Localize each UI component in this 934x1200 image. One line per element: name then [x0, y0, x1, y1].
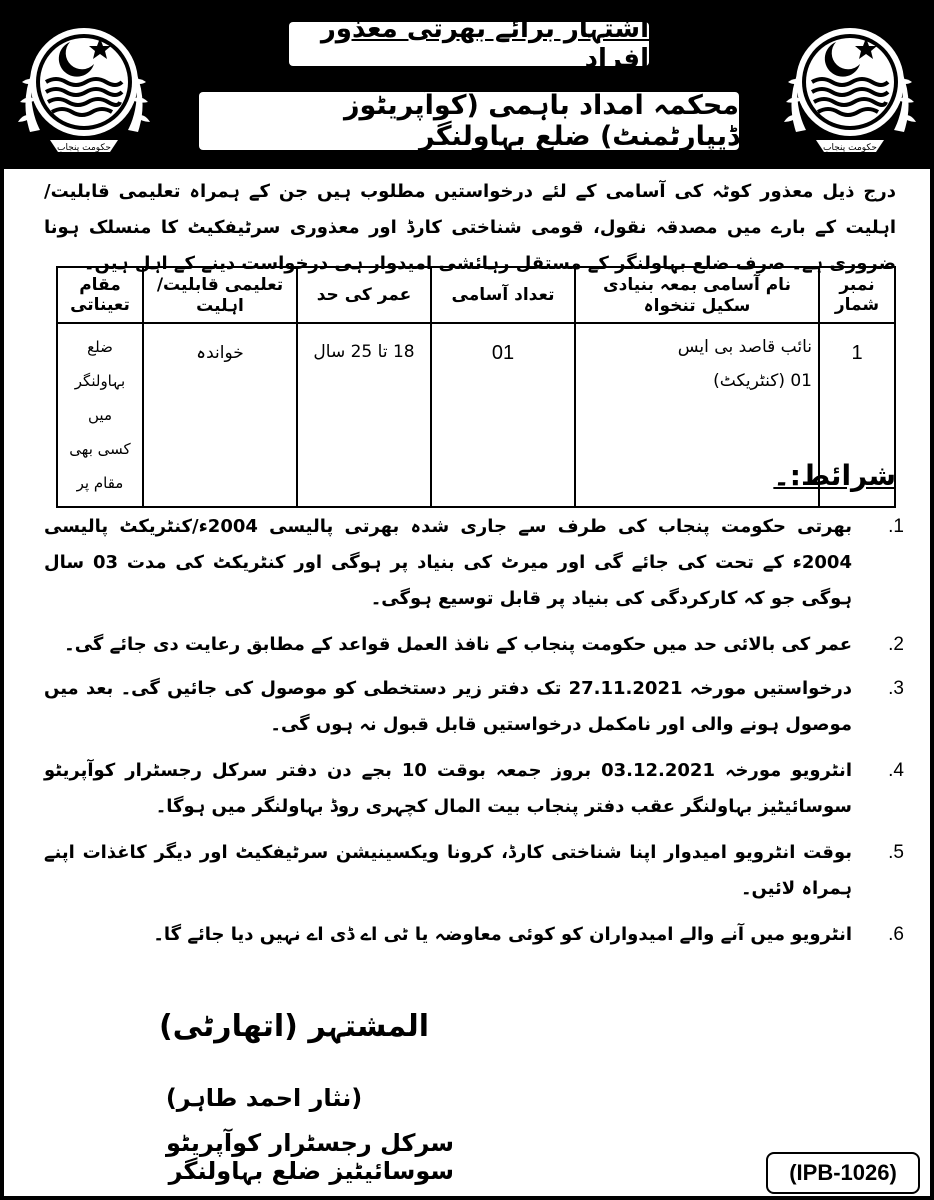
- header-banner: [4, 4, 930, 169]
- header-post: نام آسامی بمعہ بنیادی سکیل تنخواہ: [575, 267, 819, 323]
- condition-text: عمر کی بالائی حد میں حکومت پنجاب کے نافذ العمل قواعد کے مطابق رعایت دی جائے گی۔: [64, 634, 852, 655]
- svg-text:حکومت پنجاب: حکومت پنجاب: [823, 143, 877, 153]
- signatory-title: المشتہر (اتھارٹی): [158, 1009, 430, 1044]
- condition-item: [44, 753, 904, 825]
- intro-paragraph: درج ذیل معذور کوٹہ کی آسامی کے لئے درخواستیں مطلوب ہیں جن کے ہمراہ تعلیمی قابلیت/اہلیت کے بارے میں مصدقہ نقول، قومی شناختی کارڈ اور معذوری سرٹیفکیٹ کا منسلک ہونا ضروری ہے۔ صرف ضلع بہاولنگر کے مستقل رہائشی امیدوار ہی درخواست دینے کے اہل ہیں۔: [44, 181, 896, 274]
- posting-line-2: کسی بھی مقام پر: [69, 440, 131, 492]
- conditions-list: [44, 509, 904, 963]
- department-title: محکمہ امداد باہمی (کوآپریٹوز ڈیپارٹمنٹ) ضلع بہاولنگر: [344, 90, 739, 152]
- signatory-name: (نثار احمد طاہر): [165, 1084, 363, 1112]
- condition-text: درخواستیں مورخہ 27.11.2021 تک دفتر زیر دستخطی کو موصول کی جائیں گی۔ بعد میں موصول ہونے والی اور نامکمل درخواستیں قابل قبول نہ ہوں گی۔: [44, 678, 852, 735]
- condition-number: 4.: [888, 760, 904, 781]
- table-header-row: [57, 267, 895, 323]
- post-contract: 01 (کنٹریکٹ): [713, 371, 812, 391]
- cell-posting: [57, 323, 143, 507]
- header-serial: نمبر شمار: [819, 267, 895, 323]
- header-posting: مقام تعیناتی: [57, 267, 143, 323]
- cell-count: 01: [431, 323, 575, 507]
- condition-item: [44, 509, 904, 617]
- condition-item: [44, 835, 904, 907]
- condition-number: 3.: [888, 678, 904, 699]
- condition-number: 2.: [888, 634, 904, 655]
- punjab-emblem-left: [10, 12, 158, 160]
- conditions-heading: شرائط:۔: [773, 459, 896, 492]
- ipb-reference: (IPB-1026): [766, 1152, 920, 1194]
- condition-text: بھرتی حکومت پنجاب کی طرف سے جاری شدہ بھرتی پالیسی 2004ء/کنٹریکٹ پالیسی 2004ء کے تحت کی جائے گی اور میرٹ کی بنیاد پر ہوگی اور کنٹریکٹ کی مدت 03 سال ہوگی جو کہ کارکردگی کی بنیاد پر قابل توسیع ہوگی۔: [44, 516, 852, 609]
- cell-age: 18 تا 25 سال: [297, 323, 431, 507]
- advertisement-title-box: [289, 14, 649, 74]
- condition-text: انٹرویو مورخہ 03.12.2021 بروز جمعہ بوقت 10 بجے دن دفتر سرکل رجسٹرار کوآپریٹو سوسائیٹیز بہاولنگر عقب دفتر پنجاب بیت المال کچہری روڈ بہاولنگر میں ہوگا۔: [44, 760, 852, 817]
- condition-number: 1.: [888, 516, 904, 537]
- header-age: عمر کی حد: [297, 267, 431, 323]
- condition-text: بوقت انٹرویو امیدوار اپنا شناختی کارڈ، کرونا ویکسینیشن سرٹیفکیٹ اور دیگر کاغذات اپنے ہمراہ لائیں۔: [44, 842, 852, 899]
- department-title-box: [199, 92, 739, 150]
- condition-item: [44, 671, 904, 743]
- cell-serial: 1: [819, 323, 895, 507]
- header-qualification: تعلیمی قابلیت/اہلیت: [143, 267, 297, 323]
- condition-item: [44, 917, 904, 953]
- condition-text: انٹرویو میں آنے والے امیدواران کو کوئی معاوضہ یا ٹی اے ڈی اے نہیں دیا جائے گا۔: [153, 924, 852, 945]
- punjab-emblem-right: [776, 12, 924, 160]
- condition-number: 5.: [888, 842, 904, 863]
- condition-number: 6.: [888, 924, 904, 945]
- advertisement-title: اشتہار برائے بھرتی معذور افراد: [320, 14, 649, 74]
- signatory-designation: سرکل رجسٹرار کوآپریٹو سوسائیٹیز ضلع بہاولنگر: [166, 1129, 454, 1185]
- header-count: تعداد آسامی: [431, 267, 575, 323]
- posting-line-1: ضلع بہاولنگر میں: [74, 338, 126, 424]
- svg-text:حکومت پنجاب: حکومت پنجاب: [57, 143, 111, 153]
- condition-item: [44, 627, 904, 663]
- cell-qualification: خواندہ: [143, 323, 297, 507]
- post-name: نائب قاصد بی ایس: [677, 337, 812, 357]
